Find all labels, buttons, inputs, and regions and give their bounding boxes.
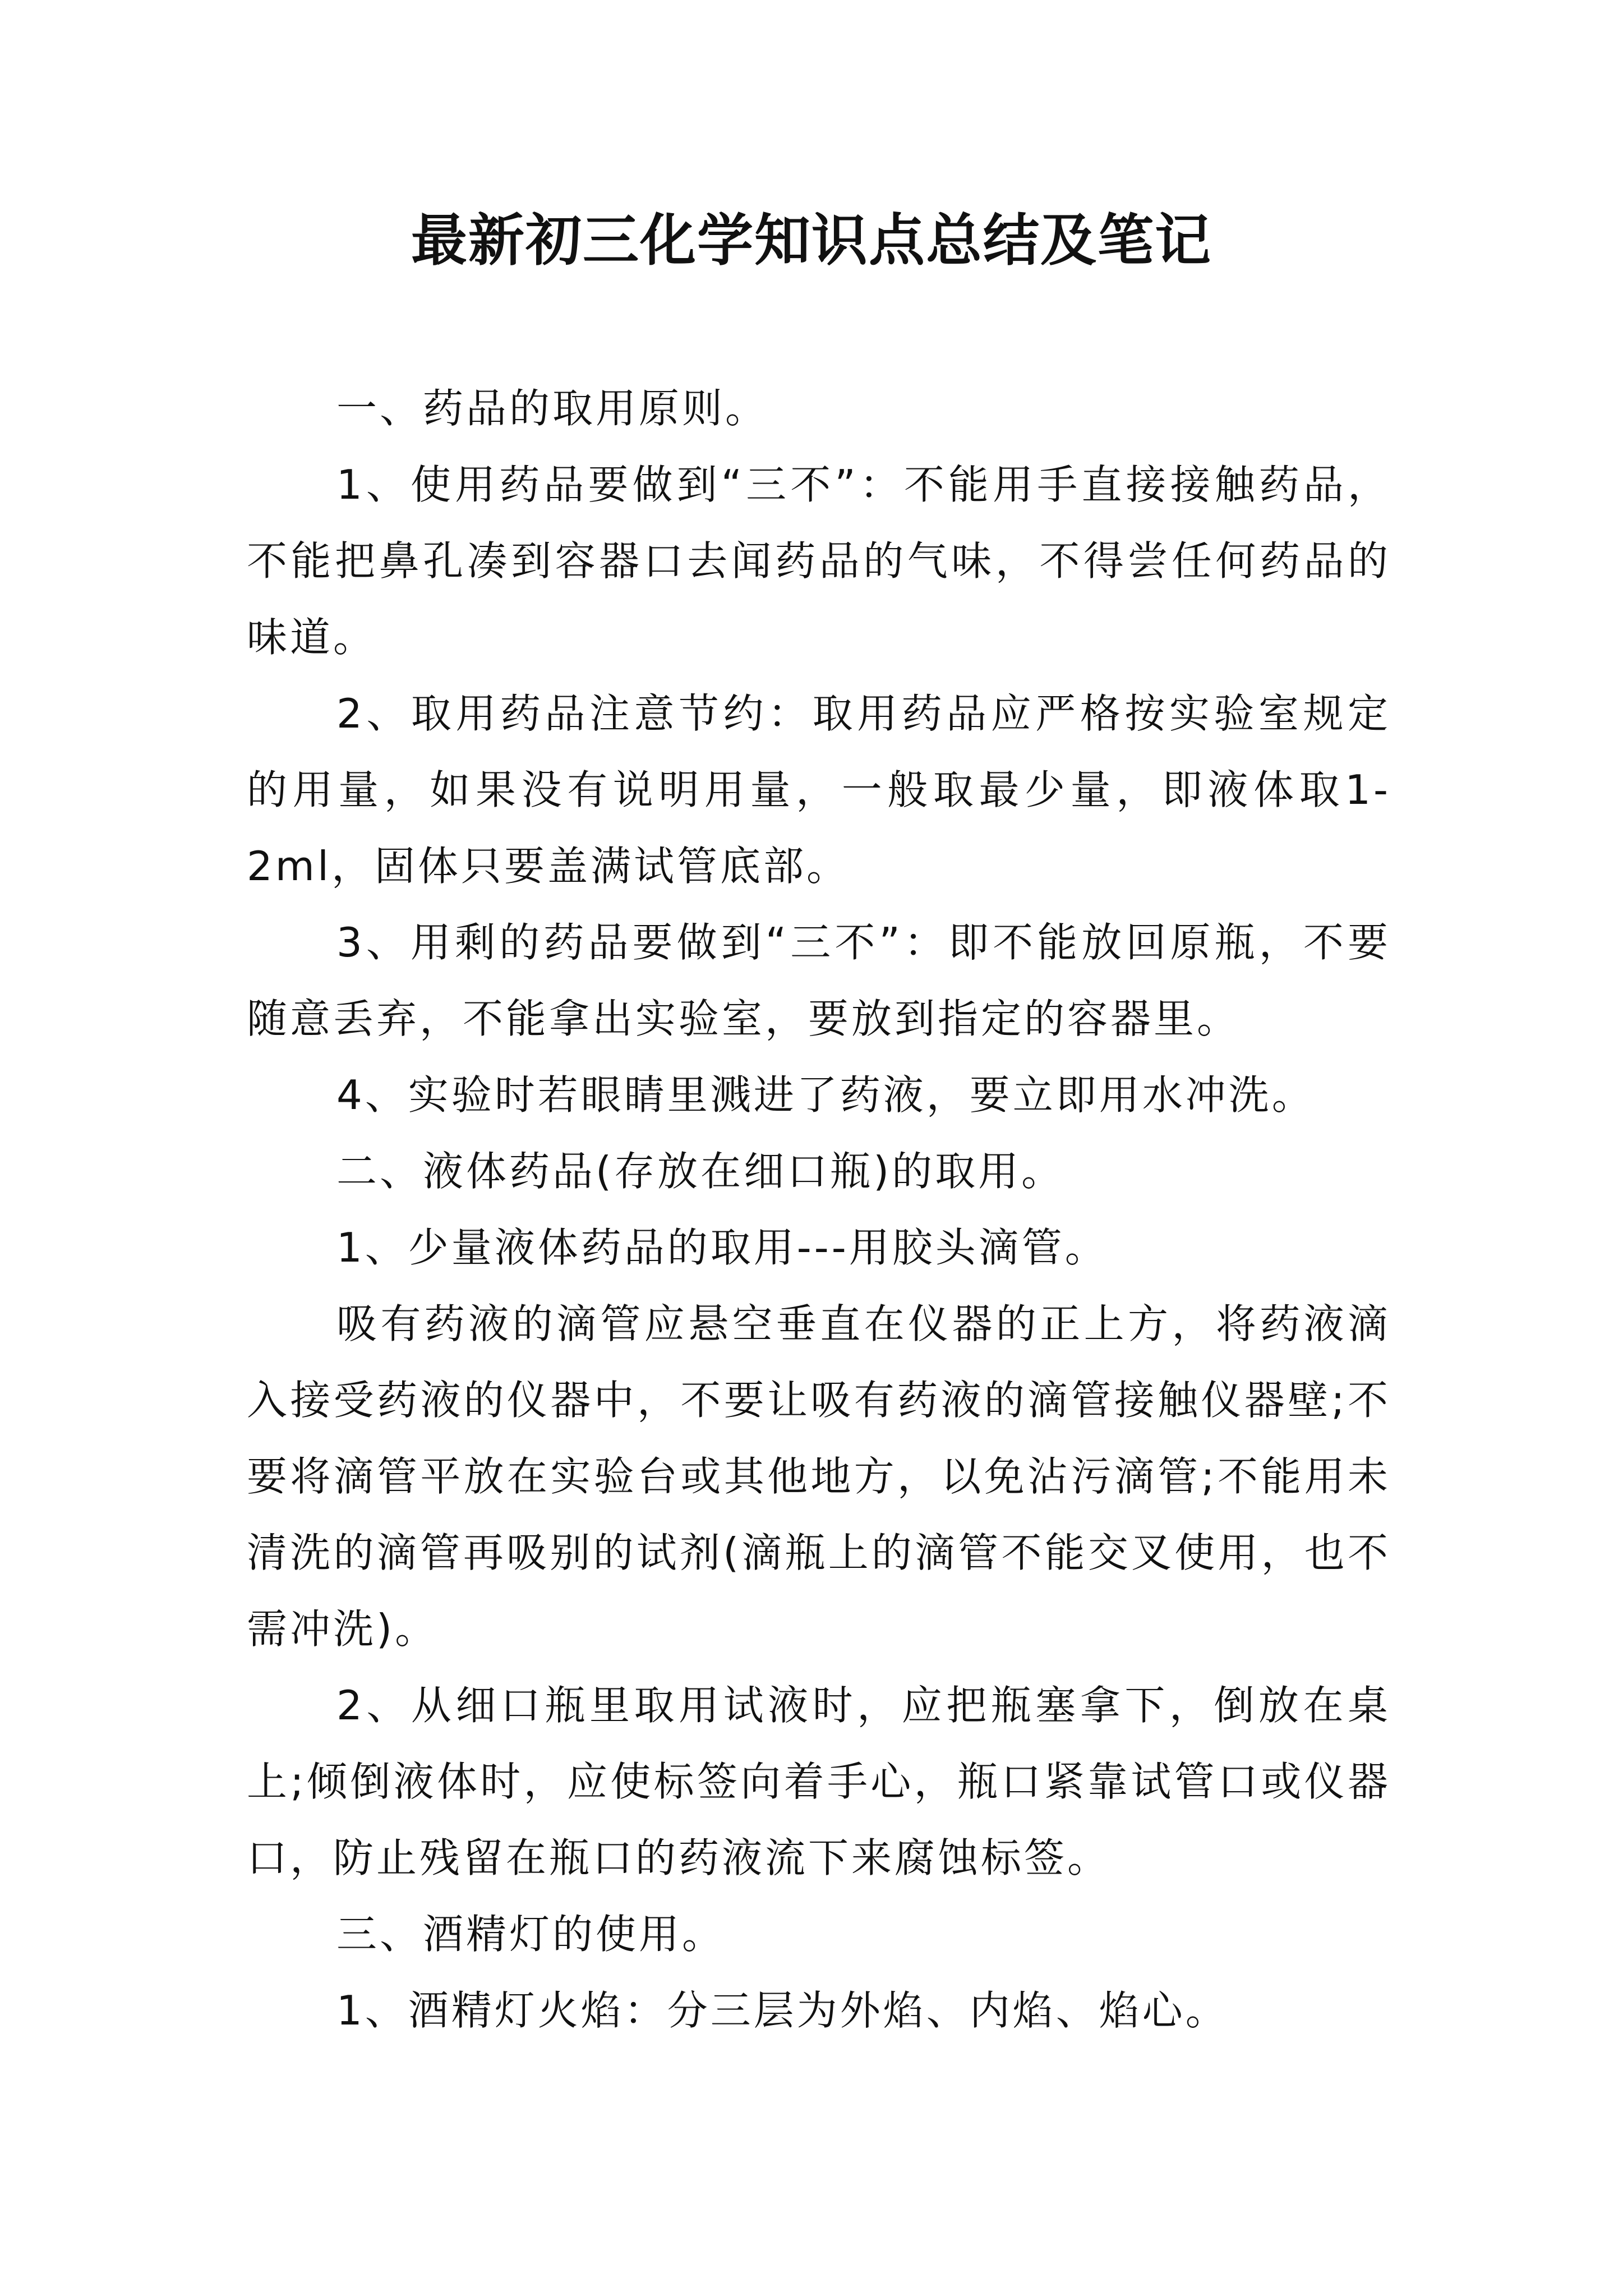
paragraph: 吸有药液的滴管应悬空垂直在仪器的正上方，将药液滴入接受药液的仪器中，不要让吸有药液的滴管接触仪器壁;不要将滴管平放在实验台或其他地方，以免沾污滴管;不能用未清洗的滴管再吸别的试剂(滴瓶上的滴管不能交叉使用，也不需冲洗)。 [247, 1300, 1391, 1653]
document-body [247, 370, 1391, 2049]
paragraph: 1、使用药品要做到“三不”：不能用手直接接触药品，不能把鼻孔凑到容器口去闻药品的气味，不得尝任何药品的味道。 [247, 461, 1391, 661]
paragraph: 1、少量液体药品的取用---用胶头滴管。 [336, 1224, 1108, 1271]
paragraph: 3、用剩的药品要做到“三不”：即不能放回原瓶，不要随意丢弃，不能拿出实验室，要放到指定的容器里。 [247, 919, 1391, 1042]
section-heading-3: 三、酒精灯的使用。 [336, 1911, 726, 1958]
section-heading-2: 二、液体药品(存放在细口瓶)的取用。 [336, 1148, 1065, 1195]
section-heading-1: 一、药品的取用原则。 [336, 385, 769, 432]
document-title: 最新初三化学知识点总结及笔记 [411, 207, 1212, 273]
paragraph: 1、酒精灯火焰：分三层为外焰、内焰、焰心。 [336, 1987, 1229, 2034]
paragraph: 2、从细口瓶里取用试液时，应把瓶塞拿下，倒放在桌上;倾倒液体时，应使标签向着手心，瓶口紧靠试管口或仪器口，防止残留在瓶口的药液流下来腐蚀标签。 [247, 1682, 1391, 1881]
paragraph: 4、实验时若眼睛里溅进了药液，要立即用水冲洗。 [336, 1071, 1315, 1119]
paragraph: 2、取用药品注意节约：取用药品应严格按实验室规定的用量，如果没有说明用量，一般取最少量，即液体取1-2ml，固体只要盖满试管底部。 [247, 690, 1391, 890]
